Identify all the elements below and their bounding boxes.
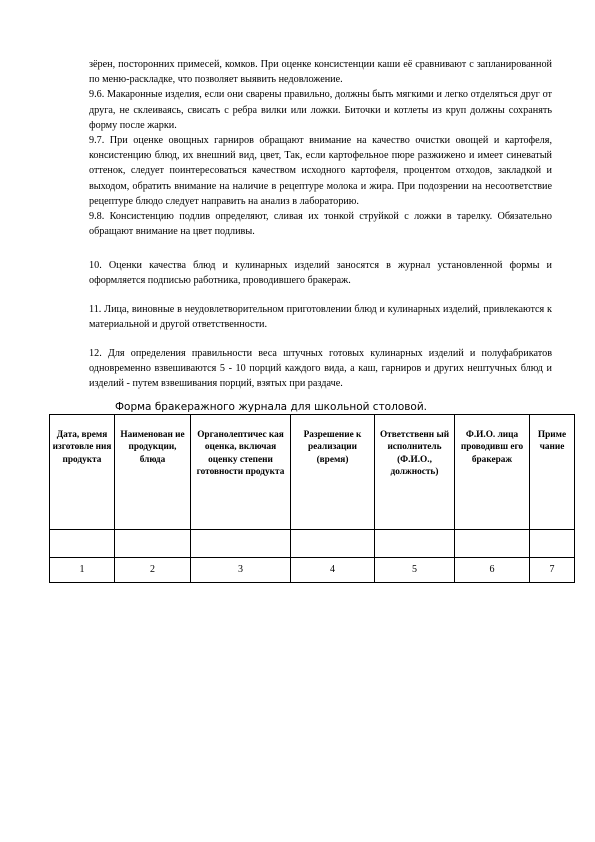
table-cell (291, 530, 375, 558)
paragraph-12: 12. Для определения правильности веса штучных готовых кулинарных изделий и полуфабрикатов одновременно взвешиваются 5 - 10 порций каждого вида, а каш, гарниров и других нештучных блюд и изделий - путем взвешивания порций, взятых при раздаче. (89, 348, 552, 390)
paragraph-11: 11. Лица, виновные в неудовлетворительном приготовлении блюд и кулинарных изделий, привлекаются к материальной и другой ответственности. (89, 304, 552, 331)
header-inspector: Ф.И.О. лица проводивш его бракераж (455, 415, 530, 530)
header-organoleptic: Органолептичес кая оценка, включая оценку степени готовности продукта (191, 415, 291, 530)
table-cell (50, 530, 115, 558)
column-number: 2 (115, 558, 191, 583)
table-caption: Форма бракеражного журнала для школьной столовой. (115, 401, 428, 413)
table-blank-row (50, 530, 575, 558)
column-number: 5 (375, 558, 455, 583)
table-number-row (50, 558, 575, 583)
paragraph-9-7: 9.7. При оценке овощных гарниров обращают внимание на качество очистки овощей и картофеля, консистенцию блюд, их внешний вид, цвет, Так, если картофельное пюре разжижено и имеет синеватый оттенок, следует поинтересоваться качеством исходного картофеля, процентом отходов, закладкой и выходом, обратить внимание на наличие в рецептуре молока и жира. При подозрении на несоответствие рецептуре блюдо следует направить на анализ в лабораторию. (89, 135, 552, 207)
column-number: 6 (455, 558, 530, 583)
paragraph-10: 10. Оценки качества блюд и кулинарных изделий заносятся в журнал установленной формы и оформляется подписью работника, проводившего бракераж. (89, 260, 552, 287)
table-cell (375, 530, 455, 558)
paragraph-9-6: 9.6. Макаронные изделия, если они сварены правильно, должны быть мягкими и легко отделяться друг от друга, не склеиваясь, свисать с ребра вилки или ложки. Биточки и котлеты из круп должны сохранять форму после жарки. (89, 89, 552, 131)
column-number: 4 (291, 558, 375, 583)
section-10-text (89, 258, 552, 288)
paragraph-porridge: зёрен, посторонних примесей, комков. При оценке консистенции каши её сравнивают с запланированной по меню-раскладке, что позволяет выявить недовложение. (89, 59, 552, 86)
header-product-name: Наименован ие продукции, блюда (115, 415, 191, 530)
section-9-text (89, 57, 552, 239)
header-responsible: Ответственн ый исполнитель (Ф.И.О., должность) (375, 415, 455, 530)
table-cell (191, 530, 291, 558)
header-release-permission: Разрешение к реализации (время) (291, 415, 375, 530)
paragraph-9-8: 9.8. Консистенцию подлив определяют, сливая их тонкой струйкой с ложки в тарелку. Обязательно обращают внимание на цвет подливы. (89, 211, 552, 238)
header-note: Приме чание (530, 415, 575, 530)
column-number: 1 (50, 558, 115, 583)
header-date: Дата, время изготовле ния продукта (50, 415, 115, 530)
table-cell (115, 530, 191, 558)
table-cell (530, 530, 575, 558)
table-header-row (50, 415, 575, 530)
table-cell (455, 530, 530, 558)
journal-table (49, 414, 575, 583)
column-number: 7 (530, 558, 575, 583)
section-11-text (89, 302, 552, 332)
section-12-text (89, 346, 552, 392)
column-number: 3 (191, 558, 291, 583)
